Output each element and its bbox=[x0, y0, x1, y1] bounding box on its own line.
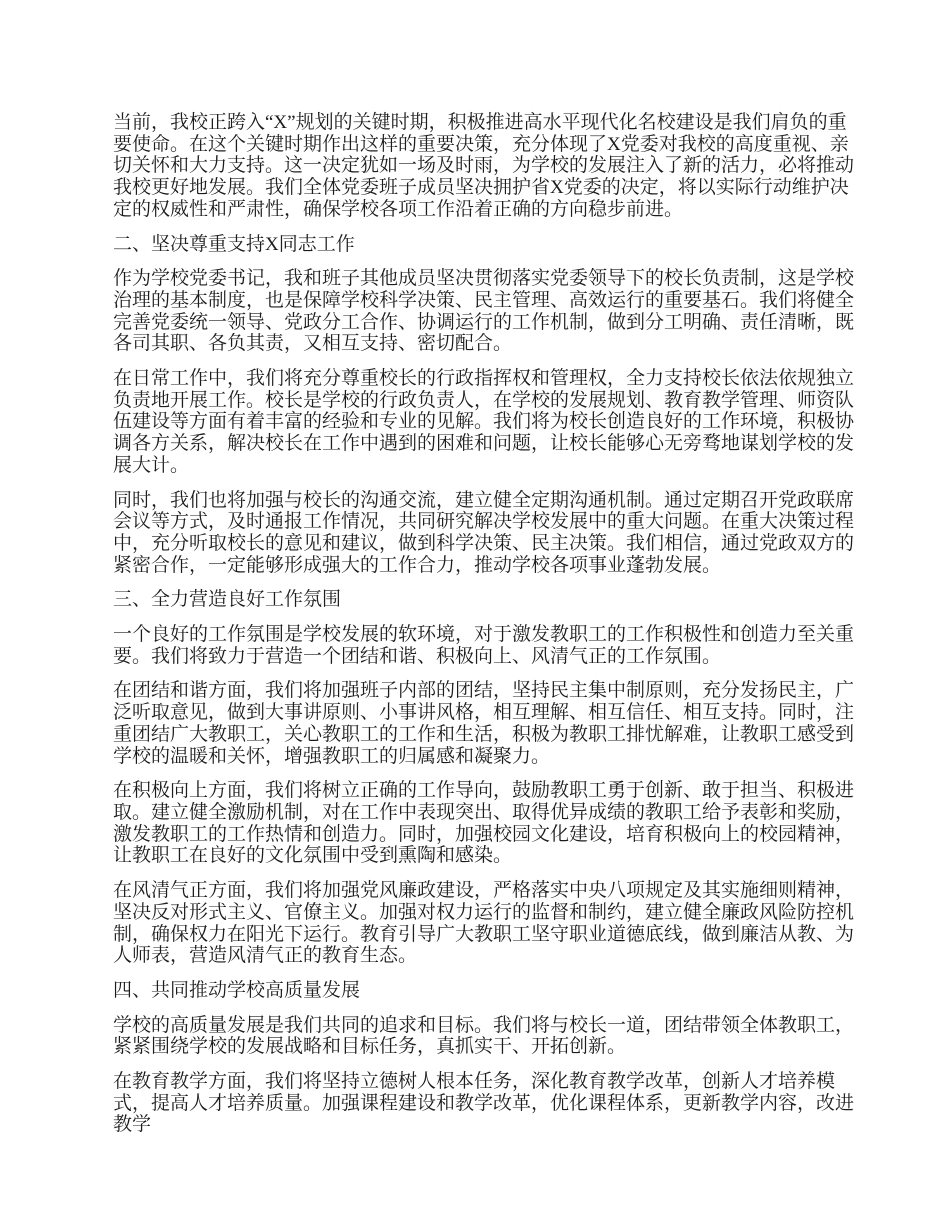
document-paragraph: 作为学校党委书记，我和班子其他成员坚决贯彻落实党委领导下的校长负责制，这是学校治理的基本制度，也是保障学校科学决策、民主管理、高效运行的重要基石。我们将健全完善党委统一领导、党政分工合作、协调运行的工作机制，做到分工明确、责任清晰，既各司其职、各负其责，又相互支持、密切配合。 bbox=[113, 268, 855, 355]
section-heading: 三、全力营造良好工作氛围 bbox=[113, 589, 342, 611]
document-body bbox=[113, 112, 858, 1136]
document-paragraph: 在积极向上方面，我们将树立正确的工作导向，鼓励教职工勇于创新、敢于担当、积极进取。建立健全激励机制，对在工作中表现突出、取得优异成绩的教职工给予表彰和奖励，激发教职工的工作热情和创造力。同时，加强校园文化建设，培育积极向上的校园精神，让教职工在良好的文化氛围中受到熏陶和感染。 bbox=[113, 780, 855, 867]
document-paragraph: 同时，我们也将加强与校长的沟通交流，建立健全定期沟通机制。通过定期召开党政联席会议等方式，及时通报工作情况，共同研究解决学校发展中的重大问题。在重大决策过程中，充分听取校长的意见和建议，做到科学决策、民主决策。我们相信，通过党政双方的紧密合作，一定能够形成强大的工作合力，推动学校各项事业蓬勃发展。 bbox=[113, 489, 855, 576]
document-paragraph: 当前，我校正跨入“X”规划的关键时期，积极推进高水平现代化名校建设是我们肩负的重要使命。在这个关键时期作出这样的重要决策，充分体现了X党委对我校的高度重视、亲切关怀和大力支持。这一决定犹如一场及时雨，为学校的发展注入了新的活力，必将推动我校更好地发展。我们全体党委班子成员坚决拥护省X党委的决定，将以实际行动维护决定的权威性和严肃性，确保学校各项工作沿着正确的方向稳步前进。 bbox=[113, 112, 855, 220]
document-paragraph: 在教育教学方面，我们将坚持立德树人根本任务，深化教育教学改革，创新人才培养模式，提高人才培养质量。加强课程建设和教学改革，优化课程体系，更新教学内容，改进教学 bbox=[113, 1071, 855, 1136]
document-paragraph: 在团结和谐方面，我们将加强班子内部的团结，坚持民主集中制原则，充分发扬民主，广泛听取意见，做到大事讲原则、小事讲风格，相互理解、相互信任、相互支持。同时，注重团结广大教职工，关心教职工的工作和生活，积极为教职工排忧解难，让教职工感受到学校的温暖和关怀，增强教职工的归属感和凝聚力。 bbox=[113, 680, 855, 767]
document-paragraph: 在风清气正方面，我们将加强党风廉政建设，严格落实中央八项规定及其实施细则精神，坚决反对形式主义、官僚主义。加强对权力运行的监督和制约，建立健全廉政风险防控机制，确保权力在阳光下运行。教育引导广大教职工坚守职业道德底线，做到廉洁从教、为人师表，营造风清气正的教育生态。 bbox=[113, 880, 855, 967]
document-paragraph: 学校的高质量发展是我们共同的追求和目标。我们将与校长一道，团结带领全体教职工，紧紧围绕学校的发展战略和目标任务，真抓实干、开拓创新。 bbox=[113, 1014, 855, 1058]
document-paragraph: 在日常工作中，我们将充分尊重校长的行政指挥权和管理权，全力支持校长依法依规独立负责地开展工作。校长是学校的行政负责人，在学校的发展规划、教育教学管理、师资队伍建设等方面有着丰富的经验和专业的见解。我们将为校长创造良好的工作环境，积极协调各方关系，解决校长在工作中遇到的困难和问题，让校长能够心无旁骛地谋划学校的发展大计。 bbox=[113, 368, 855, 476]
section-heading: 二、坚决尊重支持X同志工作 bbox=[113, 233, 355, 255]
document-paragraph: 一个良好的工作氛围是学校发展的软环境，对于激发教职工的工作积极性和创造力至关重要。我们将致力于营造一个团结和谐、积极向上、风清气正的工作氛围。 bbox=[113, 624, 855, 667]
section-heading: 四、共同推动学校高质量发展 bbox=[113, 979, 361, 1001]
